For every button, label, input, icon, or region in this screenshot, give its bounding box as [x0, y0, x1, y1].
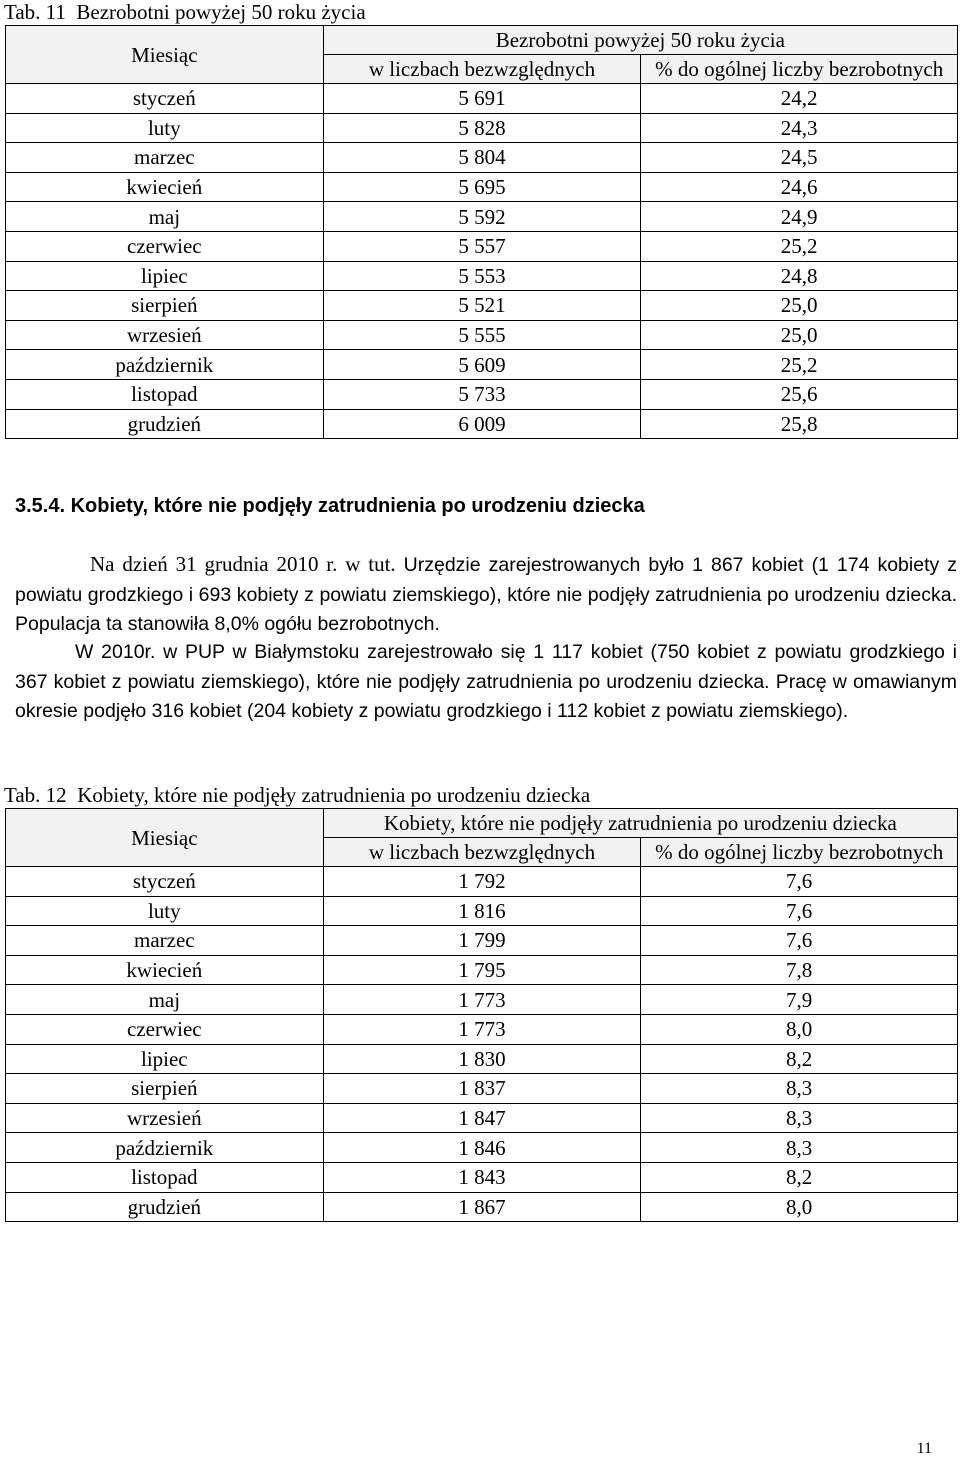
table-row	[6, 1133, 958, 1163]
abs-cell: 1 843	[323, 1162, 641, 1192]
paragraph-1	[15, 550, 957, 640]
paragraph-1-text: Urzędzie zarejestrowanych było 1 867 kobiet (1 174 kobiety z powiatu grodzkiego i 693 kobiety z powiatu ziemskiego), które nie podjęły zatrudnienia po urodzeniu dziecka. Populacja ta stanowiła 8,0% ogółu bezrobotnych.	[15, 554, 957, 635]
month-cell: marzec	[6, 143, 324, 173]
table-row	[6, 409, 958, 439]
month-cell: styczeń	[6, 84, 324, 114]
pct-cell: 25,0	[641, 291, 958, 321]
table-row	[6, 955, 958, 985]
abs-cell: 1 792	[323, 867, 641, 897]
table-row	[6, 320, 958, 350]
table2-caption-text: Kobiety, które nie podjęły zatrudnienia po urodzeniu dziecka	[77, 783, 591, 807]
table-row	[6, 1162, 958, 1192]
table-row	[6, 1103, 958, 1133]
pct-cell: 24,6	[641, 172, 958, 202]
table-row	[6, 896, 958, 926]
table-row	[6, 1074, 958, 1104]
abs-cell: 5 557	[323, 231, 641, 261]
page-number: 11	[916, 1440, 932, 1457]
abs-cell: 1 847	[323, 1103, 641, 1133]
month-cell: wrzesień	[6, 320, 324, 350]
pct-cell: 7,9	[641, 985, 958, 1015]
month-cell: kwiecień	[6, 172, 324, 202]
month-cell: maj	[6, 202, 324, 232]
table2-caption	[4, 783, 590, 807]
table-row	[6, 143, 958, 173]
table1-header-pct: % do ogólnej liczby bezrobotnych	[641, 55, 958, 84]
table-row	[6, 202, 958, 232]
table-row	[6, 1014, 958, 1044]
table2-header-group: Kobiety, które nie podjęły zatrudnienia po urodzeniu dziecka	[323, 809, 957, 838]
pct-cell: 7,6	[641, 867, 958, 897]
paragraph-2-lead: W 2010r.	[75, 641, 156, 663]
pct-cell: 25,0	[641, 320, 958, 350]
table1-body	[6, 84, 958, 439]
abs-cell: 1 867	[323, 1192, 641, 1222]
abs-cell: 5 733	[323, 379, 641, 409]
abs-cell: 1 773	[323, 985, 641, 1015]
abs-cell: 1 846	[323, 1133, 641, 1163]
abs-cell: 5 592	[323, 202, 641, 232]
month-cell: kwiecień	[6, 955, 324, 985]
pct-cell: 8,3	[641, 1133, 958, 1163]
abs-cell: 5 828	[323, 113, 641, 143]
pct-cell: 7,6	[641, 896, 958, 926]
table-row	[6, 231, 958, 261]
table-row	[6, 985, 958, 1015]
month-cell: grudzień	[6, 409, 324, 439]
pct-cell: 25,2	[641, 350, 958, 380]
table-row	[6, 1044, 958, 1074]
pct-cell: 8,2	[641, 1162, 958, 1192]
table-row	[6, 379, 958, 409]
month-cell: październik	[6, 350, 324, 380]
paragraph-1-lead: Na dzień 31 grudnia 2010 r. w tut.	[90, 552, 396, 576]
abs-cell: 5 609	[323, 350, 641, 380]
abs-cell: 1 799	[323, 926, 641, 956]
month-cell: czerwiec	[6, 231, 324, 261]
pct-cell: 24,9	[641, 202, 958, 232]
abs-cell: 5 555	[323, 320, 641, 350]
pct-cell: 24,8	[641, 261, 958, 291]
month-cell: wrzesień	[6, 1103, 324, 1133]
paragraph-2	[15, 638, 957, 727]
month-cell: marzec	[6, 926, 324, 956]
pct-cell: 8,0	[641, 1014, 958, 1044]
table-row	[6, 113, 958, 143]
pct-cell: 25,8	[641, 409, 958, 439]
pct-cell: 7,6	[641, 926, 958, 956]
pct-cell: 8,0	[641, 1192, 958, 1222]
pct-cell: 25,6	[641, 379, 958, 409]
month-cell: styczeń	[6, 867, 324, 897]
month-cell: luty	[6, 896, 324, 926]
pct-cell: 8,2	[641, 1044, 958, 1074]
month-cell: sierpień	[6, 1074, 324, 1104]
month-cell: listopad	[6, 379, 324, 409]
month-cell: październik	[6, 1133, 324, 1163]
abs-cell: 1 795	[323, 955, 641, 985]
table1-header-abs: w liczbach bezwzględnych	[323, 55, 641, 84]
table1-caption-text: Bezrobotni powyżej 50 roku życia	[76, 0, 366, 24]
table-row	[6, 926, 958, 956]
table2-header-abs: w liczbach bezwzględnych	[323, 838, 641, 867]
month-cell: sierpień	[6, 291, 324, 321]
abs-cell: 1 816	[323, 896, 641, 926]
abs-cell: 1 837	[323, 1074, 641, 1104]
month-cell: maj	[6, 985, 324, 1015]
table-row	[6, 291, 958, 321]
table1-caption	[4, 0, 366, 24]
abs-cell: 5 553	[323, 261, 641, 291]
month-cell: czerwiec	[6, 1014, 324, 1044]
section-title: 3.5.4. Kobiety, które nie podjęły zatrudnienia po urodzeniu dziecka	[15, 495, 645, 517]
pct-cell: 24,2	[641, 84, 958, 114]
abs-cell: 5 695	[323, 172, 641, 202]
pct-cell: 7,8	[641, 955, 958, 985]
table1-header-month: Miesiąc	[6, 26, 324, 84]
month-cell: lipiec	[6, 1044, 324, 1074]
month-cell: lipiec	[6, 261, 324, 291]
abs-cell: 5 521	[323, 291, 641, 321]
pct-cell: 8,3	[641, 1103, 958, 1133]
table-row	[6, 1192, 958, 1222]
abs-cell: 6 009	[323, 409, 641, 439]
table-row	[6, 172, 958, 202]
table-row	[6, 84, 958, 114]
month-cell: luty	[6, 113, 324, 143]
table1-header-group: Bezrobotni powyżej 50 roku życia	[323, 26, 957, 55]
table-row	[6, 867, 958, 897]
paragraph-2-text: w PUP w Białymstoku zarejestrowało się 1 117 kobiet (750 kobiet z powiatu grodzkiego i 367 kobiet z powiatu ziemskiego), które nie podjęły zatrudnienia po urodzeniu dziecka. Pracę w omawianym okresie podjęło 316 kobiet (204 kobiety z powiatu grodzkiego i 112 kobiet z powiatu ziemskiego).	[15, 641, 957, 722]
table2	[5, 808, 958, 1222]
table2-caption-label: Tab. 12	[4, 783, 67, 807]
pct-cell: 24,3	[641, 113, 958, 143]
table1-caption-label: Tab. 11	[4, 0, 66, 24]
month-cell: grudzień	[6, 1192, 324, 1222]
abs-cell: 1 773	[323, 1014, 641, 1044]
table-row	[6, 261, 958, 291]
table2-body	[6, 867, 958, 1222]
table2-header-pct: % do ogólnej liczby bezrobotnych	[641, 838, 958, 867]
table2-header-month: Miesiąc	[6, 809, 324, 867]
month-cell: listopad	[6, 1162, 324, 1192]
abs-cell: 1 830	[323, 1044, 641, 1074]
pct-cell: 24,5	[641, 143, 958, 173]
table-row	[6, 350, 958, 380]
abs-cell: 5 691	[323, 84, 641, 114]
table1	[5, 25, 958, 439]
pct-cell: 8,3	[641, 1074, 958, 1104]
pct-cell: 25,2	[641, 231, 958, 261]
abs-cell: 5 804	[323, 143, 641, 173]
